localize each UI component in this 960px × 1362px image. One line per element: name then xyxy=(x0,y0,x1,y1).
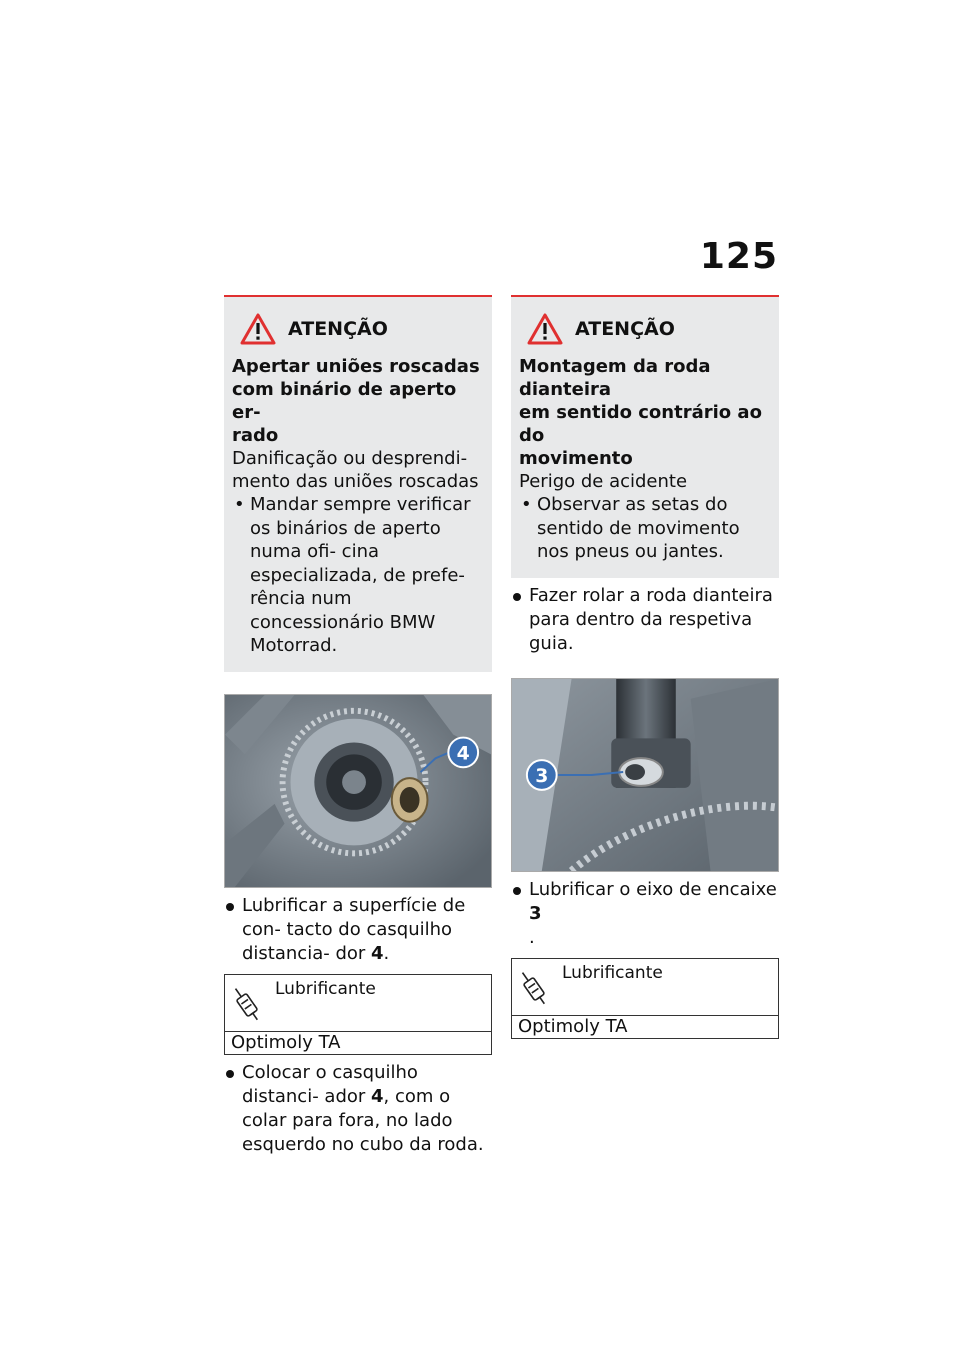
step-text: Lubrificar o eixo de encaixe xyxy=(529,878,777,900)
lubricant-header-row xyxy=(225,975,491,1032)
warning-title: ATENÇÃO xyxy=(288,318,388,340)
left-column xyxy=(224,295,492,1157)
step-ref: 3 xyxy=(529,902,542,924)
axle-photo xyxy=(511,678,779,872)
warning-triangle-icon xyxy=(240,313,276,345)
lubricant-table xyxy=(511,958,779,1039)
warning-box xyxy=(224,295,492,672)
subject-line: com binário de aperto er- xyxy=(232,379,457,423)
step-roll-wheel xyxy=(511,584,779,656)
warning-bullets xyxy=(232,493,484,658)
body-line: mento das uniões roscadas xyxy=(232,471,479,492)
step-lubricate-contact xyxy=(224,894,492,966)
lubricant-header-row xyxy=(512,959,778,1016)
callout-number: 3 xyxy=(535,765,549,787)
warning-subject xyxy=(519,355,771,470)
subject-line: em sentido contrário ao do xyxy=(519,402,762,446)
warning-body xyxy=(232,447,484,493)
step-text: Lubrificar a superfície de con- tacto do casquilho distancia- dor xyxy=(242,894,466,964)
subject-line: movimento xyxy=(519,448,633,469)
page-number: 125 xyxy=(699,236,778,277)
subject-line: rado xyxy=(232,425,279,446)
step-lubricate-axle xyxy=(511,878,779,950)
step-tail: . xyxy=(383,942,390,964)
warning-box xyxy=(511,295,779,578)
warning-bullets xyxy=(519,493,771,564)
warning-body xyxy=(519,470,771,493)
warning-header xyxy=(240,313,484,345)
subject-line: Apertar uniões roscadas xyxy=(232,356,480,377)
lubricant-label: Lubrificante xyxy=(562,962,663,983)
step-install-sleeve xyxy=(224,1061,492,1157)
lubricant-value: Optimoly TA xyxy=(518,1015,628,1037)
step-ref: 4 xyxy=(371,942,384,964)
step-text: Colocar o casquilho distanci- ador xyxy=(242,1061,418,1107)
grease-gun-icon xyxy=(512,959,556,1015)
lubricant-label: Lubrificante xyxy=(275,978,376,999)
body-line: Perigo de acidente xyxy=(519,471,688,492)
step-text: Fazer rolar a roda dianteira para dentro da respetiva guia. xyxy=(529,584,773,654)
step-ref: 4 xyxy=(371,1085,384,1107)
step-tail: . xyxy=(529,926,535,948)
warning-triangle-icon xyxy=(527,313,563,345)
spacer-sleeve-photo xyxy=(224,694,492,888)
grease-gun-icon xyxy=(225,975,269,1031)
lubricant-table xyxy=(224,974,492,1055)
callout-number: 4 xyxy=(456,742,470,764)
body-line: Danificação ou desprendi- xyxy=(232,448,468,469)
lubricant-value: Optimoly TA xyxy=(231,1031,341,1053)
subject-line: Montagem da roda dianteira xyxy=(519,356,711,400)
warning-subject xyxy=(232,355,484,447)
warning-bullet: • Mandar sempre verificar os binários de aperto numa ofi- cina especializada, de prefe- rência num concessionário BMW Motorrad. xyxy=(232,493,484,658)
warning-header xyxy=(527,313,771,345)
warning-title: ATENÇÃO xyxy=(575,318,675,340)
step-text: , com o colar para fora, no lado esquerdo no cubo da roda. xyxy=(242,1085,484,1155)
warning-bullet: • Observar as setas do sentido de movimento nos pneus ou jantes. xyxy=(519,493,771,564)
right-column xyxy=(511,295,779,1039)
